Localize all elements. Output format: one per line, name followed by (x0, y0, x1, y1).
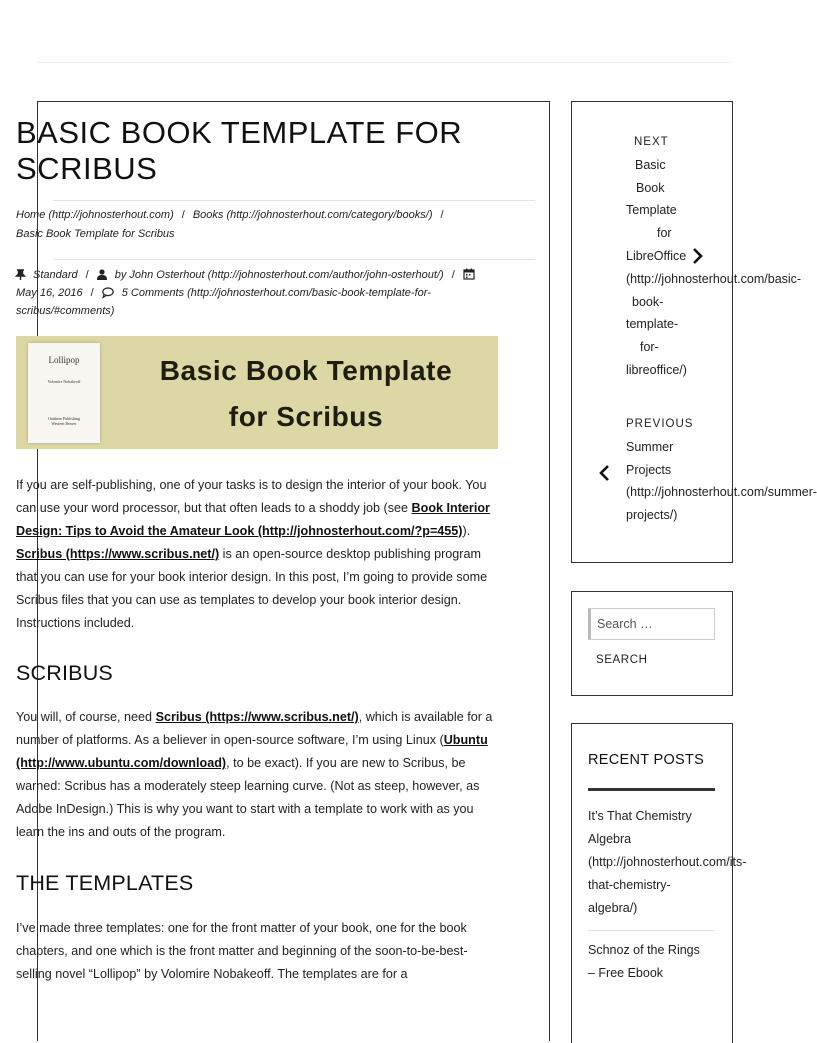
user-icon (97, 269, 107, 280)
recent-post-line: that-chemistry- (588, 878, 671, 892)
interior-design-link[interactable]: Book Interior Design: Tips to Avoid the Amateur Look (http://johnosterhout.com/?p=455) (16, 501, 490, 538)
breadcrumb-current: Basic Book Template for Scribus (16, 228, 175, 240)
text-run: ). (462, 524, 471, 538)
text-run: , to be exact). If you are new to Scribus, be warned: Scribus has a moderately steep learning curve. (Not as steep, however, as Adobe InDesign.) This is why you want to start with a template to work with as you learn the ins and outs of the program. (16, 756, 480, 839)
cover-publisher: Outthere Publishing Western Beaver (47, 416, 81, 426)
post-date[interactable]: May 16, 2016 (16, 287, 83, 299)
recent-posts-separator (588, 930, 715, 931)
next-post-link[interactable] (624, 131, 802, 382)
next-line: Basic (635, 157, 666, 172)
breadcrumb-separator: / (181, 209, 185, 221)
chevron-right-icon[interactable] (692, 248, 704, 264)
next-line: (http://johnosterhout.com/basic- (626, 271, 802, 286)
post-navigation (571, 101, 817, 563)
heading-scribus: SCRIBUS (16, 661, 113, 685)
meta-separator: / (85, 269, 89, 281)
book-cover-thumbnail (28, 343, 100, 443)
header-divider (37, 62, 732, 63)
next-line: book- (632, 294, 664, 309)
previous-post-link[interactable] (626, 413, 817, 527)
text-run: If you are self-publishing, one of your tasks is to design the interior of your book. You can use your word processor, but that often leads to a shoddy job (see (16, 478, 487, 515)
breadcrumb-divider (53, 259, 535, 260)
recent-post-line: It’s That Chemistry (588, 809, 692, 823)
recent-post-line: Schnoz of the Rings (588, 943, 700, 957)
text-run: , which is available for a number of platforms. As a believer in open-source software, I’m using Linux ( (16, 710, 493, 747)
recent-post-line: Algebra (588, 832, 632, 846)
post-comments-link[interactable]: 5 Comments (http://johnosterhout.com/basic-book-template-for-scribus/#comments) (16, 287, 431, 317)
cover-author: Volomire Nobakeoff (47, 379, 81, 384)
previous-line: (http://johnosterhout.com/summer- (626, 485, 817, 500)
text-run: is an open-source desktop publishing program that you can use for your book interior design. In this post, I’m going to provide some Scribus files that you can use as templates to develop your book interior design. Instructions included. (16, 547, 488, 630)
featured-line-1: Basic Book Template (159, 355, 453, 386)
next-line: template- (626, 317, 679, 332)
templates-paragraph: I’ve made three templates: one for the front matter of your book, one for the book chapters, and one which is the front matter and beginning of the soon-to-be-best-selling novel “Lollipop” by Volomire Nobakeoff. The templates are for a (16, 921, 468, 981)
featured-line-2: for Scribus (228, 401, 384, 432)
previous-line: Summer (626, 439, 674, 454)
ubuntu-link[interactable]: Ubuntu (http://www.ubuntu.com/download) (16, 733, 488, 770)
scribus-paragraph (16, 706, 498, 844)
search-button[interactable]: SEARCH (588, 654, 656, 666)
previous-line: projects/) (626, 508, 678, 523)
previous-label: PREVIOUS (626, 418, 694, 430)
chevron-left-icon[interactable] (598, 465, 610, 481)
recent-post-line: – Free Ebook (588, 966, 664, 980)
scribus-link-2[interactable]: Scribus (https://www.scribus.net/) (155, 710, 359, 724)
meta-separator: / (90, 287, 94, 299)
recent-post-line: algebra/) (588, 901, 638, 915)
next-line: libreoffice/) (626, 362, 687, 377)
search-input[interactable] (588, 608, 715, 640)
recent-post-line: (http://johnosterhout.com/its- (588, 855, 747, 869)
previous-line: Projects (626, 462, 672, 477)
recent-posts-underline (588, 788, 715, 791)
comment-icon (102, 287, 114, 298)
heading-templates: THE TEMPLATES (16, 871, 194, 895)
intro-paragraph (16, 474, 498, 635)
scribus-link[interactable]: Scribus (https://www.scribus.net/) (16, 547, 220, 561)
next-line: for (657, 226, 672, 241)
page-title: BASIC BOOK TEMPLATE FOR SCRIBUS (16, 115, 463, 186)
next-label: NEXT (634, 136, 669, 148)
pin-icon (16, 269, 25, 280)
recent-posts-widget (571, 723, 747, 1043)
title-divider (53, 200, 535, 201)
text-run: You will, of course, need (16, 710, 156, 724)
calendar-icon (463, 268, 475, 280)
next-line: for- (640, 340, 659, 355)
next-line: Template (626, 203, 677, 218)
featured-image (16, 336, 498, 449)
post-author[interactable]: by John Osterhout (http://johnosterhout.com/author/john-osterhout/) (114, 269, 444, 281)
next-line: LibreOffice (626, 248, 687, 263)
breadcrumb-home[interactable]: Home (http://johnosterhout.com) (16, 209, 174, 221)
next-line: Book (636, 180, 665, 195)
breadcrumb-category[interactable]: Books (http://johnosterhout.com/category/books/) (192, 209, 433, 221)
cover-title: Lollipop (48, 355, 80, 365)
post-meta (16, 266, 486, 320)
recent-posts-title: RECENT POSTS (588, 752, 705, 768)
recent-post-link[interactable] (588, 939, 748, 985)
breadcrumb (16, 206, 496, 244)
meta-separator: / (451, 269, 455, 281)
recent-post-link[interactable] (588, 805, 748, 920)
breadcrumb-separator: / (440, 209, 444, 221)
search-widget (571, 591, 733, 696)
post-format[interactable]: Standard (33, 269, 78, 281)
featured-image-caption (116, 348, 496, 440)
